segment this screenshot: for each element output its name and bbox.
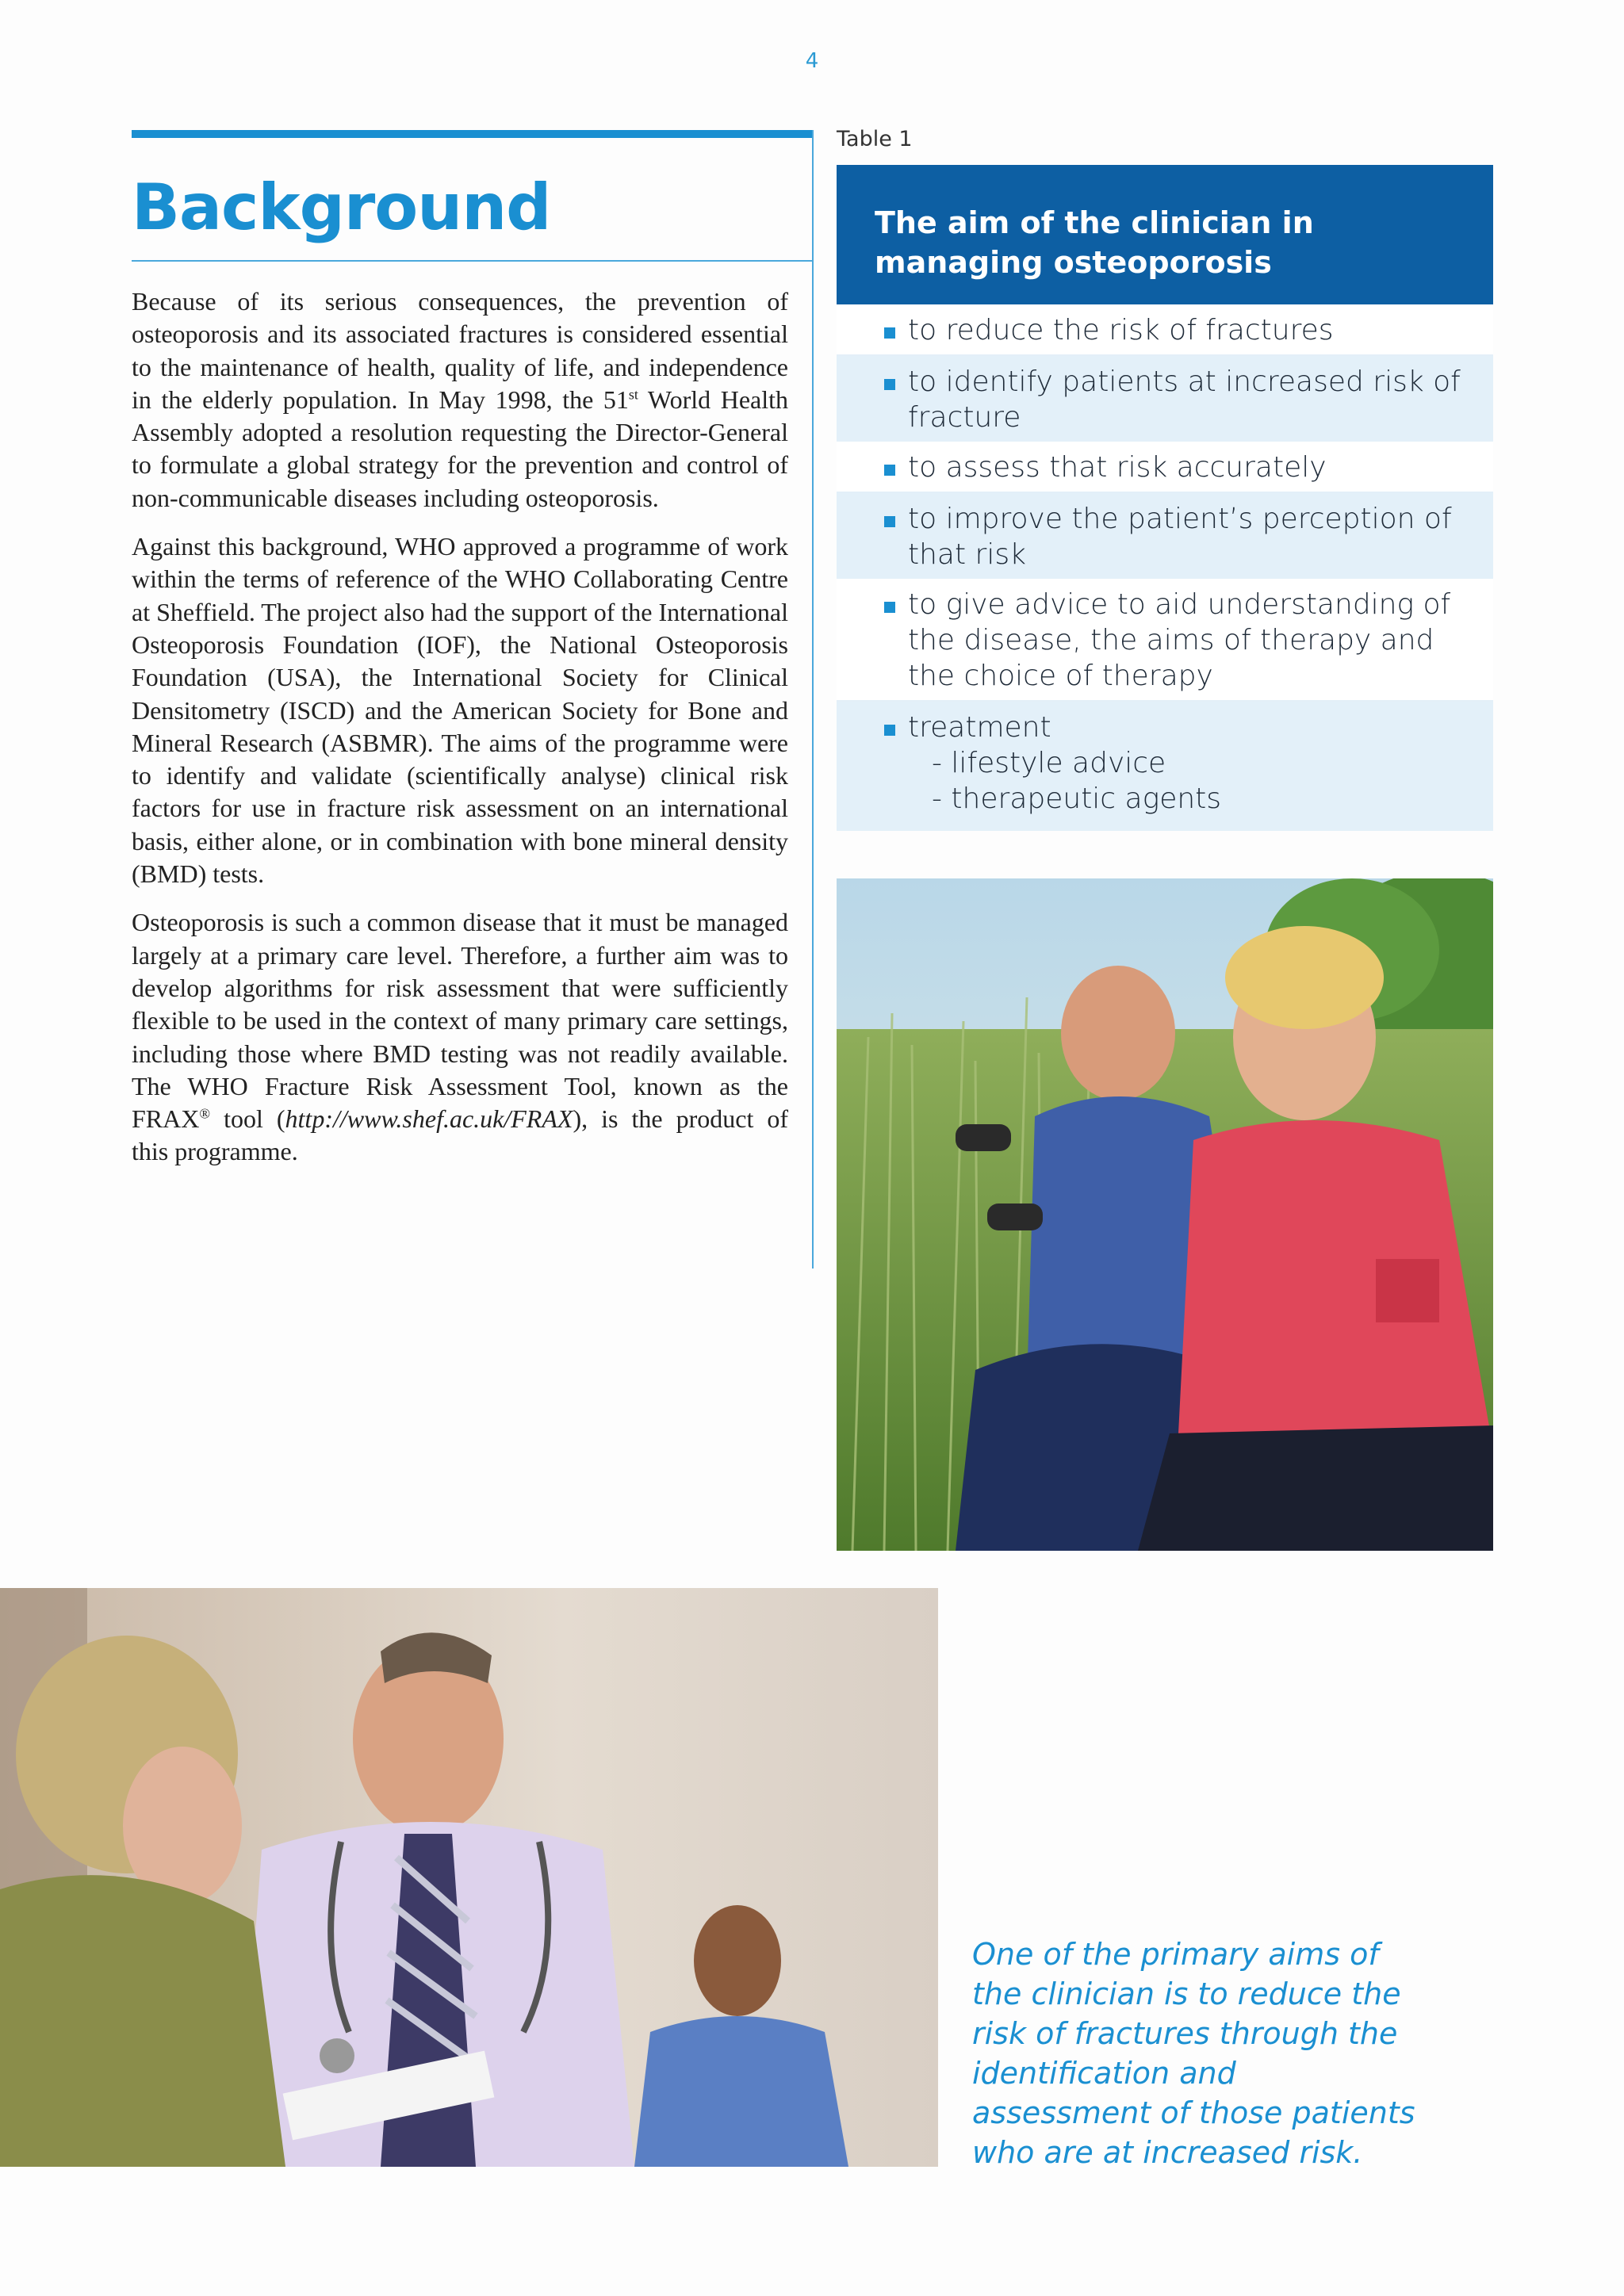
sub-item: - lifestyle advice [932, 747, 1166, 779]
paragraph-2: Against this background, WHO approved a programme of work within the terms of reference of the WHO Collaborating Centre at Sheffield. The project also had the support of the International Osteoporosis Foundation (IOF), the National Osteoporosis Foundation (USA), the International Society for Clinical Densitometry (ISCD) and the American Society for Bone and Mineral Research (ASBMR). The aims of the programme were to identify and validate (scientifically analyse) clinical risk factors for use in fracture risk assessment on an international basis, either alone, or in combination with bone mineral density (BMD) tests. [132, 532, 788, 889]
pull-quote: One of the primary aims of the clinician is to reduce the risk of fractures through the identification and assessment of those patients who are at increased risk. [972, 1937, 1415, 2170]
square-bullet-icon [884, 465, 895, 476]
paragraph-1: Because of its serious consequences, the prevention of osteoporosis and its associated fractures is considered essential to the maintenance of health, quality of life, and independence in the elderly population. In May 1998, the 51st World Health Assembly adopted a resolution requesting the Director-General to formulate a global strategy for the prevention and control of non-communicable diseases including osteoporosis. [132, 287, 789, 512]
table-row: treatment - lifestyle advice - therapeutic agents [837, 702, 1493, 831]
paragraph-3: Osteoporosis is such a common disease that it must be managed largely at a primary care level. Therefore, a further aim was to develop algorithms for risk assessment that were sufficiently flexible to be used in the context of many primary care settings, including those where BMD testing was not readily available. The WHO Fracture Risk Assessment Tool, known as the FRAX® tool (http://www.shef.ac.uk/FRAX), is the product of this programme. [132, 908, 789, 1166]
table-title: The aim of the clinician in managing osteoporosis [875, 205, 1314, 280]
sub-item: - therapeutic agents [932, 783, 1222, 815]
section-top-bar [132, 130, 812, 138]
table-caption: Table 1 [837, 127, 913, 151]
square-bullet-icon [884, 516, 895, 527]
square-bullet-icon [884, 602, 895, 613]
table-header [837, 165, 1493, 304]
table-row: to give advice to aid understanding of the disease, the aims of therapy and the choice of therapy [837, 579, 1493, 702]
body-text [132, 285, 788, 1184]
table-row: to reduce the risk of fractures [837, 304, 1493, 356]
section-heading: Background [132, 170, 551, 244]
elderly-couple-photo [837, 878, 1493, 1551]
table-row: to improve the patient’s perception of that risk [837, 493, 1493, 579]
frax-link[interactable]: http://www.shef.ac.uk/FRAX [285, 1104, 573, 1134]
aims-table [837, 165, 1493, 831]
doctor-consultation-photo [0, 1588, 938, 2167]
square-bullet-icon [884, 327, 895, 339]
table-row: to identify patients at increased risk of fracture [837, 356, 1493, 442]
heading-divider [132, 260, 812, 262]
square-bullet-icon [884, 725, 895, 736]
page-number: 4 [805, 49, 819, 73]
background-section [132, 130, 814, 1269]
table-row: to assess that risk accurately [837, 442, 1493, 493]
square-bullet-icon [884, 379, 895, 390]
